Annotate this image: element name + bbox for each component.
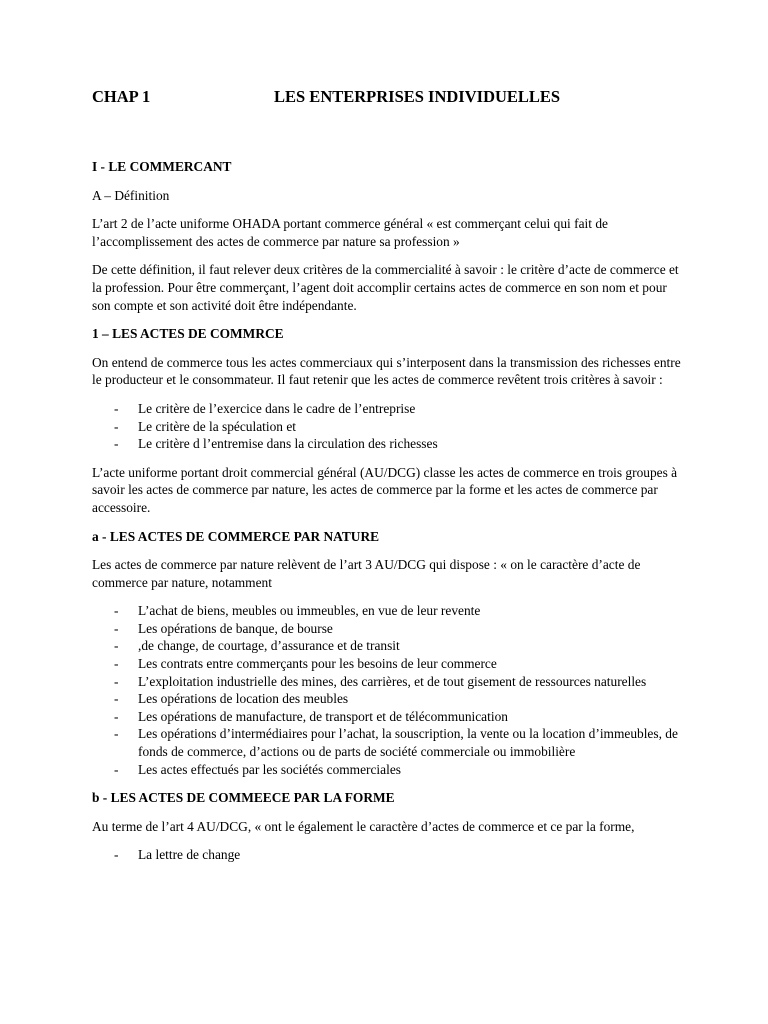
dash-list bbox=[92, 400, 682, 453]
list-item: - Les opérations d’intermédiaires pour l’achat, la souscription, la vente ou la location d’immeubles, de fonds de commerce, d’actions ou de parts de société commerciale ou immobilière bbox=[92, 725, 682, 760]
list-item: - L’exploitation industrielle des mines, des carrières, et de tout gisement de ressources naturelles bbox=[92, 673, 682, 691]
list-item: - Le critère de la spéculation et bbox=[92, 418, 682, 436]
document-page bbox=[92, 88, 682, 875]
paragraph: De cette définition, il faut relever deux critères de la commercialité à savoir : le critère d’acte de commerce et la profession. Pour être commerçant, l’agent doit accomplir certains actes de commerce en son nom et pour son compte et son activité doit être indépendante. bbox=[92, 262, 679, 313]
section-heading: I - LE COMMERCANT bbox=[92, 159, 232, 174]
section-heading: a - LES ACTES DE COMMERCE PAR NATURE bbox=[92, 528, 380, 544]
list-item: - L’achat de biens, meubles ou immeubles, en vue de leur revente bbox=[92, 602, 682, 620]
list-item: - La lettre de change bbox=[92, 846, 682, 864]
document-body bbox=[92, 158, 682, 864]
list-item: - ,de change, de courtage, d’assurance et de transit bbox=[92, 637, 682, 655]
list-item: - Les actes effectués par les sociétés commerciales bbox=[92, 761, 682, 779]
dash-list bbox=[92, 602, 682, 778]
chapter-title bbox=[92, 88, 682, 110]
section-heading: 1 – LES ACTES DE COMMRCE bbox=[92, 326, 284, 342]
list-item: - Les contrats entre commerçants pour les besoins de leur commerce bbox=[92, 655, 682, 673]
paragraph: L’art 2 de l’acte uniforme OHADA portant commerce général « est commerçant celui qui fait de l’accomplissement des actes de commerce par nature sa profession » bbox=[92, 216, 608, 249]
list-item: - Le critère de l’exercice dans le cadre de l’entreprise bbox=[92, 400, 682, 418]
list-item: - Le critère d l’entremise dans la circulation des richesses bbox=[92, 435, 682, 453]
paragraph: Au terme de l’art 4 AU/DCG, « ont le également le caractère d’actes de commerce et ce par la forme, bbox=[92, 818, 635, 834]
paragraph: L’acte uniforme portant droit commercial général (AU/DCG) classe les actes de commerce en trois groupes à savoir les actes de commerce par nature, les actes de commerce par la forme et les actes de commerce par accessoire. bbox=[92, 464, 678, 515]
chapter-number: CHAP 1 bbox=[92, 87, 151, 106]
paragraph: A – Définition bbox=[92, 187, 170, 203]
section-heading: b - LES ACTES DE COMMEECE PAR LA FORME bbox=[92, 790, 395, 806]
dash-list bbox=[92, 846, 682, 864]
list-item: - Les opérations de location des meubles bbox=[92, 690, 682, 708]
paragraph: Les actes de commerce par nature relèvent de l’art 3 AU/DCG qui dispose : « on le caractère d’acte de commerce par nature, notamment bbox=[92, 557, 641, 590]
list-item: - Les opérations de banque, de bourse bbox=[92, 620, 682, 638]
chapter-heading: LES ENTERPRISES INDIVIDUELLES bbox=[274, 87, 561, 106]
list-item: - Les opérations de manufacture, de transport et de télécommunication bbox=[92, 708, 682, 726]
paragraph: On entend de commerce tous les actes commerciaux qui s’interposent dans la transmission des richesses entre le producteur et le consommateur. Il faut retenir que les actes de commerce revêtent trois critères à savoir : bbox=[92, 354, 681, 388]
